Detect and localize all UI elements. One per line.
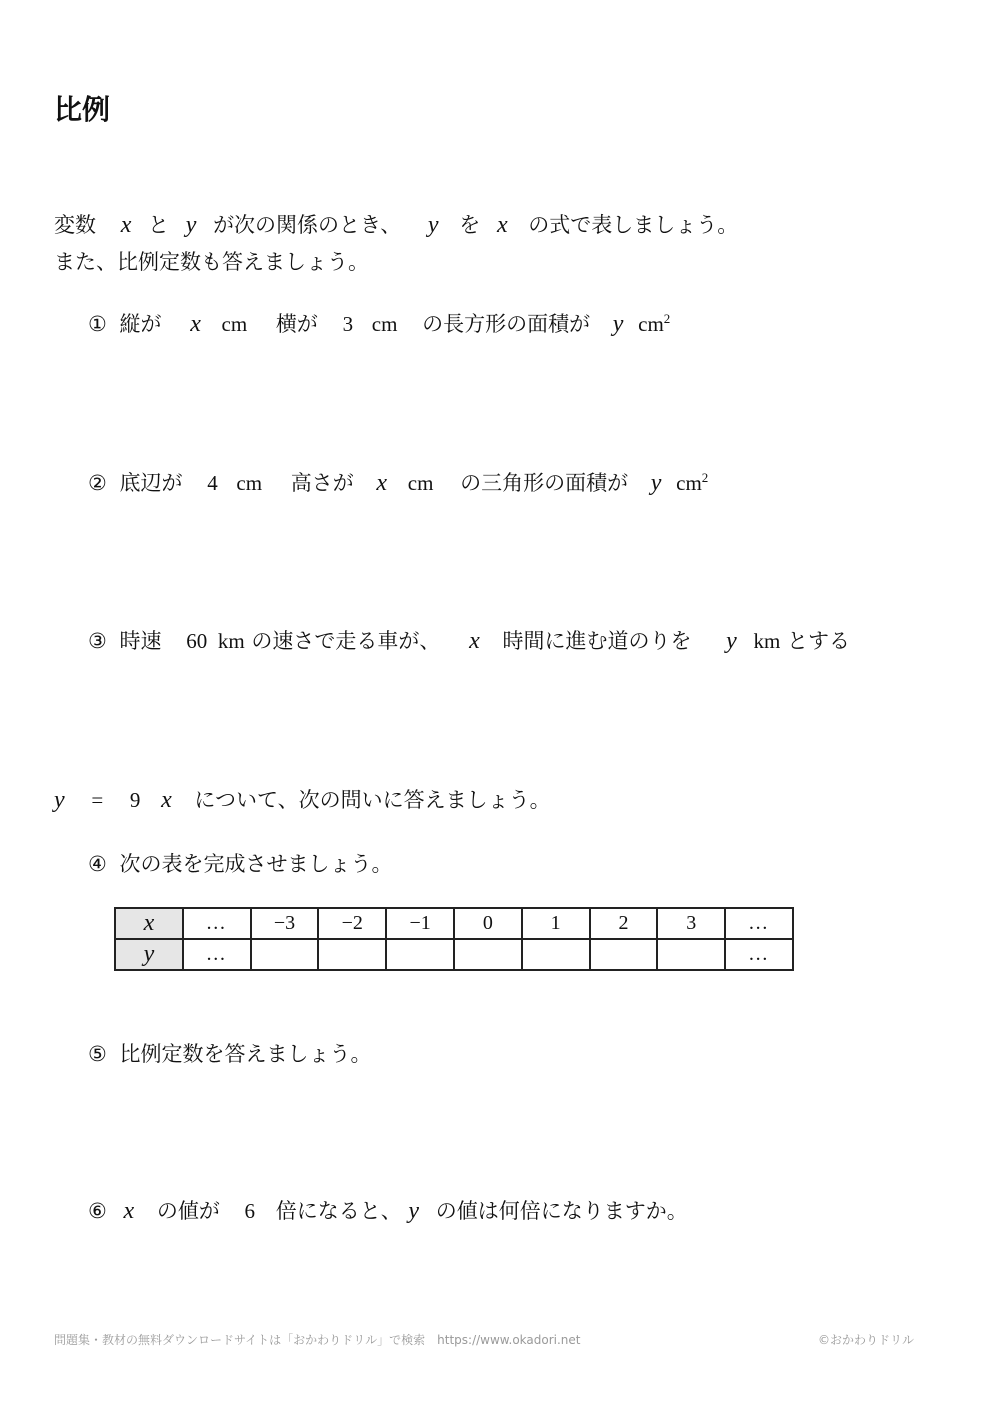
var-y: y xyxy=(185,212,197,238)
number: 6 xyxy=(244,1199,256,1223)
unit xyxy=(676,471,708,495)
exponent: 2 xyxy=(701,470,709,485)
question-6 xyxy=(88,1195,688,1225)
answer-cell[interactable] xyxy=(522,939,590,970)
question-1 xyxy=(88,308,670,338)
question-text: の速さで走る車が、 xyxy=(251,629,441,653)
question-2 xyxy=(88,467,708,497)
instruction-line-1 xyxy=(54,209,738,239)
question-text: 次の表を完成させましょう。 xyxy=(119,852,393,876)
instruction-text: について、次の問いに答えましょう。 xyxy=(194,788,551,812)
question-text: 底辺が xyxy=(119,471,183,495)
question-text: 時間に進む道のりを xyxy=(502,629,692,653)
question-number: ② xyxy=(88,471,107,495)
question-5 xyxy=(88,1038,372,1068)
answer-cell[interactable] xyxy=(318,939,386,970)
exponent: 2 xyxy=(663,311,671,326)
table-cell: … xyxy=(725,939,793,970)
equals-sign: = xyxy=(91,788,104,812)
question-number: ④ xyxy=(88,852,107,876)
unit: km xyxy=(753,629,781,653)
question-number: ① xyxy=(88,312,107,336)
table-cell: … xyxy=(725,908,793,939)
question-number: ⑥ xyxy=(88,1199,107,1223)
table-cell: −2 xyxy=(318,908,386,939)
table-cell: … xyxy=(183,939,251,970)
question-text: 縦が xyxy=(119,312,162,336)
question-text: の長方形の面積が xyxy=(422,312,591,336)
question-text: とする xyxy=(787,629,851,653)
equation-line xyxy=(54,784,551,814)
var-x: x xyxy=(496,212,508,238)
unit-text: cm xyxy=(676,471,702,495)
table-header-x: x xyxy=(115,908,183,939)
var-x: x xyxy=(376,470,388,496)
value-table xyxy=(114,907,794,971)
question-text: 横が xyxy=(275,312,318,336)
var-y: y xyxy=(54,787,65,813)
number: 60 xyxy=(186,629,208,653)
question-number: ⑤ xyxy=(88,1042,107,1066)
question-text: 比例定数を答えましょう。 xyxy=(119,1042,372,1066)
unit: cm xyxy=(221,312,248,336)
footer-left: 問題集・教材の無料ダウンロードサイトは「おかわりドリル」で検索 https://www.okadori.net xyxy=(54,1333,581,1347)
instruction-text: と xyxy=(148,213,170,237)
answer-cell[interactable] xyxy=(386,939,454,970)
number: 9 xyxy=(129,788,141,812)
unit: km xyxy=(217,629,245,653)
var-y: y xyxy=(427,212,439,238)
table-cell: 3 xyxy=(657,908,725,939)
instruction-text: 変数 xyxy=(54,213,96,237)
question-text: の三角形の面積が xyxy=(460,471,629,495)
var-x: x xyxy=(190,311,201,337)
question-text: の値は何倍になりますか。 xyxy=(435,1199,688,1223)
table-cell: 1 xyxy=(522,908,590,939)
question-text: の値が xyxy=(156,1199,220,1223)
instruction-text: が次の関係のとき、 xyxy=(213,213,402,237)
var-x: x xyxy=(469,628,480,654)
var-y: y xyxy=(650,470,662,496)
question-3 xyxy=(88,625,850,655)
answer-cell[interactable] xyxy=(590,939,658,970)
answer-cell[interactable] xyxy=(251,939,319,970)
question-number: ③ xyxy=(88,629,107,653)
var-x: x xyxy=(120,212,132,238)
question-text: 倍になると、 xyxy=(275,1199,402,1223)
table-row-y xyxy=(115,939,793,970)
number: 3 xyxy=(342,312,354,336)
table-cell: … xyxy=(183,908,251,939)
answer-cell[interactable] xyxy=(454,939,522,970)
var-y: y xyxy=(408,1198,420,1224)
table-cell: 0 xyxy=(454,908,522,939)
question-text: 高さが xyxy=(290,471,354,495)
number: 4 xyxy=(207,471,218,495)
instruction-text: を xyxy=(459,213,481,237)
page-title: 比例 xyxy=(54,93,111,126)
footer-copyright: ©おかわりドリル xyxy=(818,1333,915,1347)
unit: cm xyxy=(407,471,434,495)
question-4 xyxy=(88,848,393,878)
unit: cm xyxy=(236,471,263,495)
var-y: y xyxy=(612,311,624,337)
instruction-text: の式で表しましょう。 xyxy=(528,213,739,237)
answer-cell[interactable] xyxy=(657,939,725,970)
question-text: 時速 xyxy=(119,629,162,653)
unit xyxy=(638,312,670,336)
var-x: x xyxy=(123,1198,135,1224)
unit-text: cm xyxy=(638,312,664,336)
table-cell: −1 xyxy=(386,908,454,939)
table-header-y: y xyxy=(115,939,183,970)
table-row-x xyxy=(115,908,793,939)
var-y: y xyxy=(726,628,737,654)
table-cell: 2 xyxy=(590,908,658,939)
instruction-line-2: また、比例定数も答えましょう。 xyxy=(54,250,369,274)
unit: cm xyxy=(371,312,398,336)
var-x: x xyxy=(161,787,172,813)
table-cell: −3 xyxy=(251,908,319,939)
